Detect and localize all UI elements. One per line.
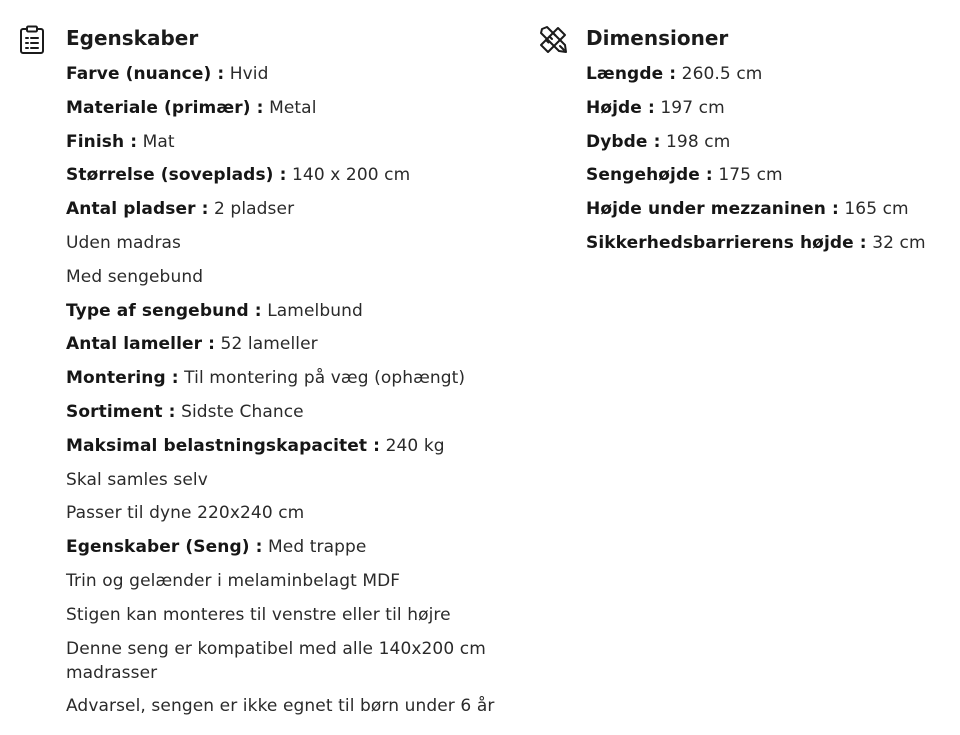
list-item: Sortiment : Sidste Chance bbox=[66, 401, 304, 422]
clipboard-icon bbox=[19, 25, 47, 55]
list-item: Finish : Mat bbox=[66, 131, 175, 152]
dimensions-list bbox=[586, 62, 956, 265]
dimensions-title: Dimensioner bbox=[586, 26, 729, 50]
list-item: Dybde : 198 cm bbox=[586, 131, 731, 152]
list-item: Størrelse (soveplads) : 140 x 200 cm bbox=[66, 165, 411, 186]
list-item: Type af sengebund : Lamelbund bbox=[66, 300, 363, 321]
list-item: Højde under mezzaninen : 165 cm bbox=[586, 199, 909, 220]
list-item: Materiale (primær) : Metal bbox=[66, 97, 317, 118]
list-item: Montering : Til montering på væg (ophængt) bbox=[66, 368, 466, 389]
list-item: Antal pladser : 2 pladser bbox=[66, 199, 295, 220]
list-item: Højde : 197 cm bbox=[586, 97, 725, 118]
list-item: Advarsel, sengen er ikke egnet til børn under 6 år bbox=[66, 696, 495, 717]
list-item: Farve (nuance) : Hvid bbox=[66, 64, 269, 84]
list-item: Trin og gelænder i melaminbelagt MDF bbox=[66, 570, 401, 591]
list-item: Sikkerhedsbarrierens højde : 32 cm bbox=[586, 232, 926, 253]
list-item: Maksimal belastningskapacitet : 240 kg bbox=[66, 435, 445, 456]
list-item: Denne seng er kompatibel med alle 140x200 cm madrasser bbox=[66, 638, 486, 683]
list-item: Sengehøjde : 175 cm bbox=[586, 165, 783, 186]
list-item: Stigen kan monteres til venstre eller til højre bbox=[66, 604, 451, 625]
ruler-pencil-icon bbox=[538, 25, 566, 55]
list-item: Skal samles selv bbox=[66, 469, 208, 490]
list-item: Længde : 260.5 cm bbox=[586, 64, 763, 84]
list-item: Med sengebund bbox=[66, 266, 204, 287]
list-item: Passer til dyne 220x240 cm bbox=[66, 503, 305, 524]
properties-title: Egenskaber bbox=[66, 26, 199, 50]
properties-list bbox=[66, 62, 506, 728]
list-item: Antal lameller : 52 lameller bbox=[66, 334, 318, 355]
list-item: Uden madras bbox=[66, 232, 182, 253]
list-item: Egenskaber (Seng) : Med trappe bbox=[66, 537, 367, 558]
